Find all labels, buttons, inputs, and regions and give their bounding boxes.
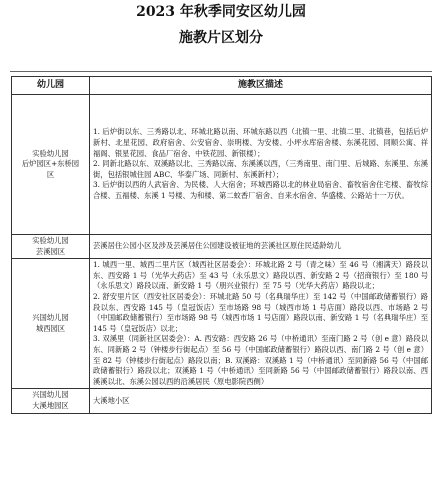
kindergarten-name: 大溪地园区 (32, 400, 69, 410)
enrollment-zone-table (11, 76, 432, 414)
document-title-line-1: 2023 年秋季同安区幼儿园 (136, 4, 306, 20)
zone-paragraph: 1. 后炉街以东、三秀路以北、环城北路以南、环城东路以西（北镇一里、北镇二里、北镇巷，包括后炉新村、北星花园、政府宿舍、公安宿舍、崇明楼、为安楼、小坪水库宿舍楼、东溪花园、同顺公寓、祥福阁、银星花园、食品厂宿舍、中铁花园、新银楼）； (93, 127, 428, 158)
table-header-row (12, 77, 432, 95)
column-header-zone-description: 施教区描述 (90, 77, 432, 95)
kindergarten-name: 芸溪园区 (35, 246, 66, 256)
zone-paragraph: 大溪地小区 (93, 395, 130, 405)
header-rule (10, 71, 432, 72)
zone-description-cell (90, 95, 432, 235)
zone-description-cell (90, 235, 432, 259)
kindergarten-cell (12, 259, 90, 389)
kindergarten-name: 实验幼儿园 (32, 236, 69, 245)
zone-paragraph: 3. 双溪里（同新社区居委会）：A. 西安路：西安路 26 号（中桥通讯）至南门路 2 号（创 e 意）路段以东、同新路 2 号（钟楼步行街起点）至 56 号（中国邮政储蓄银行）路段以西、南门路 2 号（创 e 意）至 82 号（钟楼步行街起点）路段以南；B. 双溪路：双溪路 1 号（中桥通讯）至同新路 56 号（中国邮政储蓄银行）路段以北；双溪路 1 号（中桥通讯）至同新路 56 号（中国邮政储蓄银行）路段以南、西溪溪以北、东溪公园以西的沿溪居民（原电影院西侧） (93, 334, 428, 386)
kindergarten-name: 后炉园区+东桥园 (21, 159, 80, 169)
kindergarten-name: 兴国幼儿园 (32, 313, 69, 323)
table-row (12, 95, 432, 235)
column-header-kindergarten: 幼儿园 (12, 77, 90, 95)
zone-description-cell (90, 389, 432, 413)
kindergarten-name: 城西园区 (35, 323, 66, 333)
kindergarten-cell (12, 235, 90, 259)
table-row (12, 235, 432, 259)
kindergarten-name: 兴国幼儿园 (32, 390, 69, 400)
table-row (12, 389, 432, 413)
kindergarten-name: 实验幼儿园 (32, 148, 69, 158)
zone-paragraph: 1. 城西一里、城西二里片区（城西社区居委会）：环城北路 2 号（青之味）至 46 号（湘满天）路段以东、西安路 1 号（光华大药店）至 43 号（永乐思文）路段以西、新安路 2 号（招商银行）至 180 号（永乐思文）路段以南、新安路 1 号（朋兴业银行）至 75 号（光华大药店）路段以北； (93, 260, 428, 291)
zone-paragraph: 2. 舒安里片区（西安社区居委会）：环城北路 50 号（名典瑞华庄）至 142 号（中国邮政储蓄银行）路段以东、西安路 145 号（皇冠饭店）至市场路 98 号（城西市场 1 号店面）路段以西、市场路 2 号（中国邮政储蓄银行）至市场路 98 号（城西市场 1 号店面）路段以南、新安路 1 号（名典瑞华庄）至 145 号（皇冠饭店）以北； (93, 291, 428, 333)
table-row (12, 259, 432, 389)
zone-paragraph: 芸溪居住公园小区及涉及芸溪居住公园建设被征地的芸溪社区原住民适龄幼儿 (93, 241, 342, 251)
zone-description-cell (90, 259, 432, 389)
zone-paragraph: 2. 同新北路以东、双溪路以北、三秀路以南、东溪溪以西，（三秀南里、南门里、后城路、东溪里、东溪街，包括银城住园 ABC、华泰广场、同新村、东溪新村）； (93, 159, 428, 179)
kindergarten-name: 区 (46, 169, 55, 179)
zone-paragraph: 3. 后炉街以西的人武宿舍、为民楼、人大宿舍；环城西路以北的林业局宿舍、畜牧宿舍住宅楼、畜牧综合楼、五福楼、东溪 1 号楼、为和楼、第二蚊香厂宿舍、自来水宿舍、华盛楼、公路站十一万伏。 (93, 180, 428, 200)
kindergarten-cell (12, 95, 90, 235)
kindergarten-cell (12, 389, 90, 413)
document-title-line-2: 施教片区划分 (179, 30, 263, 46)
